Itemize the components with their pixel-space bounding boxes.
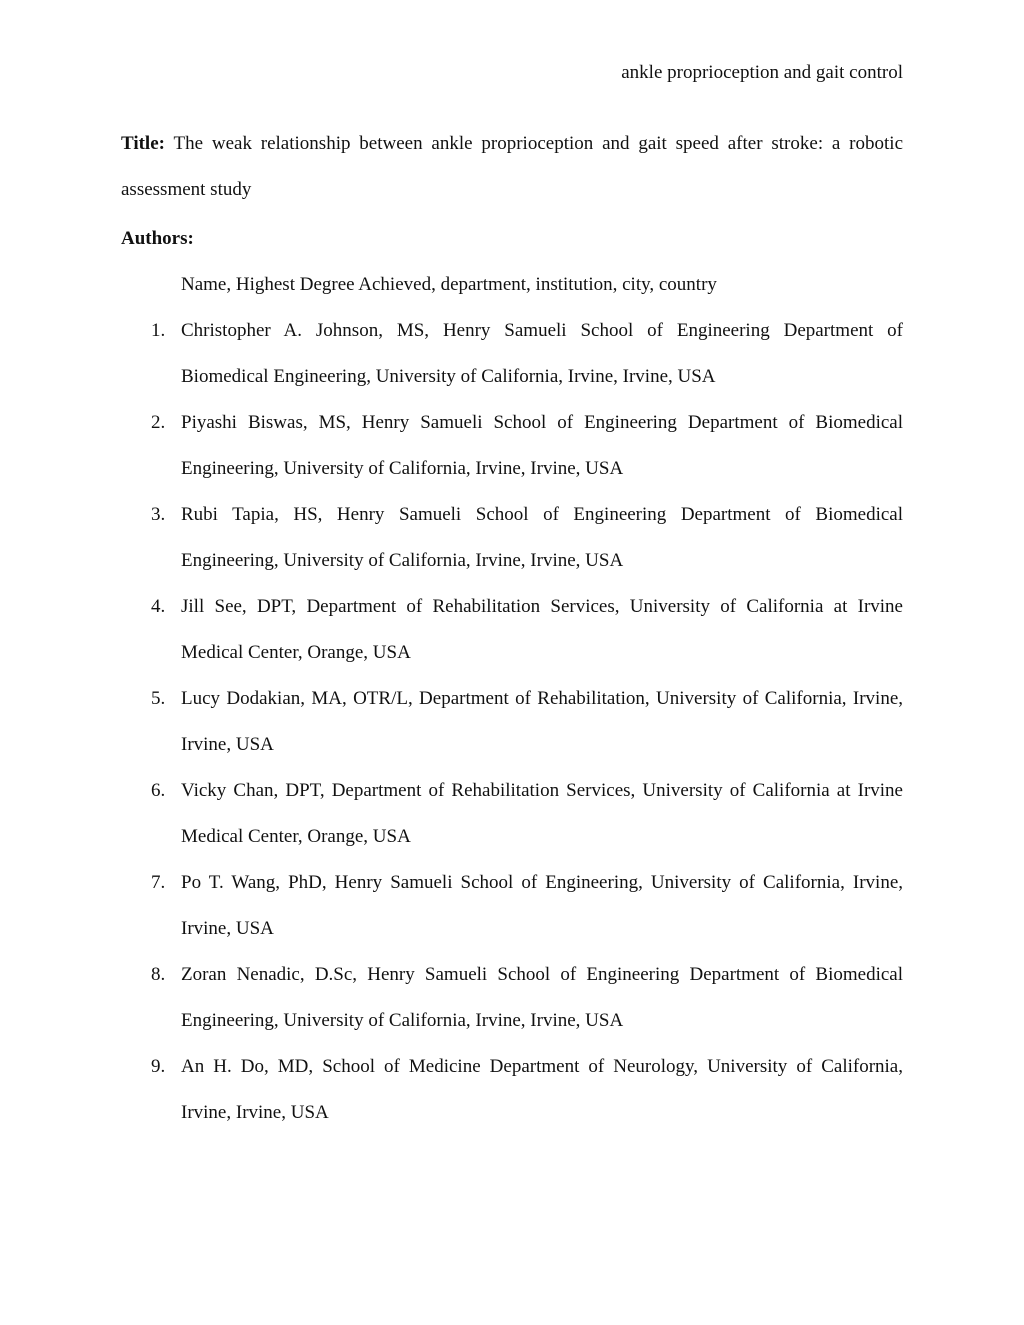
author-number: 6.	[151, 780, 166, 801]
author-item	[121, 584, 903, 676]
author-text: Jill See, DPT, Department of Rehabilitation Services, University of California at Irvine Medical Center, Orange, USA	[181, 596, 903, 663]
author-number: 8.	[151, 964, 166, 985]
author-number: 5.	[151, 688, 166, 709]
author-item	[121, 308, 903, 400]
title-block	[121, 121, 903, 213]
title-text: The weak relationship between ankle proprioception and gait speed after stroke: a robotic assessment study	[121, 133, 903, 200]
author-number: 4.	[151, 596, 166, 617]
author-number: 2.	[151, 412, 166, 433]
author-number: 7.	[151, 872, 166, 893]
author-item	[121, 860, 903, 952]
author-item	[121, 400, 903, 492]
author-text: Rubi Tapia, HS, Henry Samueli School of Engineering Department of Biomedical Engineering, University of California, Irvine, Irvine, USA	[181, 504, 903, 571]
author-text: Zoran Nenadic, D.Sc, Henry Samueli School of Engineering Department of Biomedical Engineering, University of California, Irvine, Irvine, USA	[181, 964, 903, 1031]
author-number: 1.	[151, 320, 166, 341]
author-item	[121, 1044, 903, 1136]
author-text: An H. Do, MD, School of Medicine Department of Neurology, University of California, Irvine, Irvine, USA	[181, 1056, 903, 1123]
authors-heading: Authors:	[121, 228, 194, 249]
author-text: Lucy Dodakian, MA, OTR/L, Department of Rehabilitation, University of California, Irvine, Irvine, USA	[181, 688, 903, 755]
author-text: Vicky Chan, DPT, Department of Rehabilitation Services, University of California at Irvine Medical Center, Orange, USA	[181, 780, 903, 847]
author-item	[121, 768, 903, 860]
author-number: 9.	[151, 1056, 166, 1077]
author-text: Piyashi Biswas, MS, Henry Samueli School of Engineering Department of Biomedical Engineering, University of California, Irvine, Irvine, USA	[181, 412, 903, 479]
author-text: Christopher A. Johnson, MS, Henry Samueli School of Engineering Department of Biomedical Engineering, University of California, Irvine, Irvine, USA	[181, 320, 903, 387]
author-text: Po T. Wang, PhD, Henry Samueli School of Engineering, University of California, Irvine, Irvine, USA	[181, 872, 903, 939]
author-list	[121, 308, 903, 1136]
author-item	[121, 952, 903, 1044]
authors-format-line: Name, Highest Degree Achieved, department, institution, city, country	[181, 274, 717, 295]
author-item	[121, 676, 903, 768]
author-number: 3.	[151, 504, 166, 525]
running-head: ankle proprioception and gait control	[621, 62, 903, 83]
author-item	[121, 492, 903, 584]
title-label: Title:	[121, 133, 165, 154]
